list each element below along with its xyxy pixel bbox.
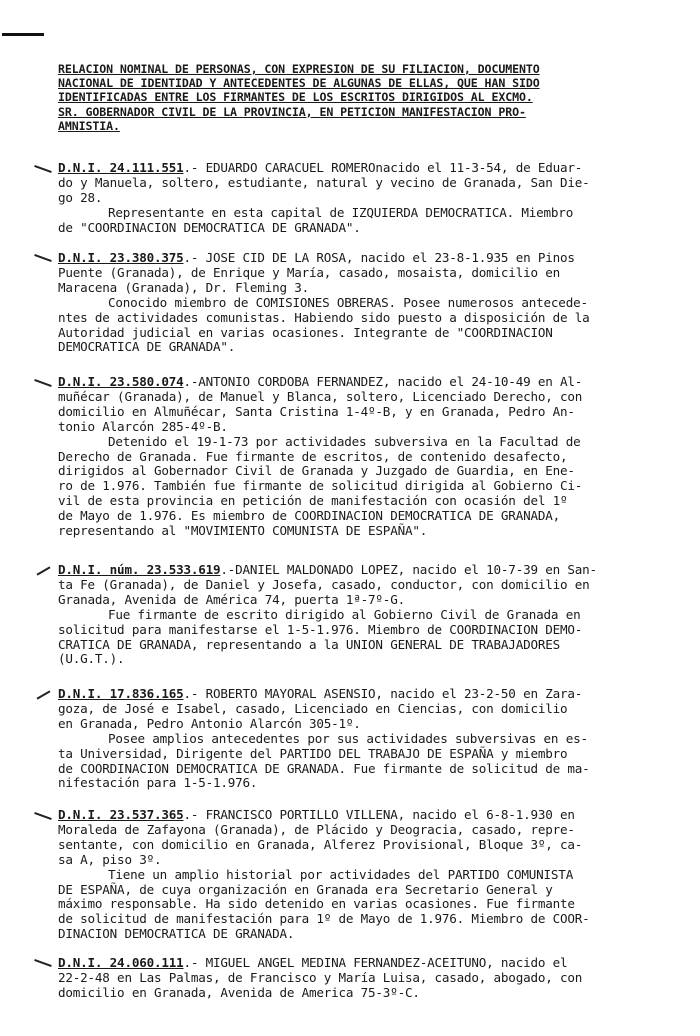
entry-text-line: representando al "MOVIMIENTO COMUNISTA DE ESPAÑA".: [58, 523, 428, 539]
entry-text-line: Conocido miembro de COMISIONES OBRERAS. Posee numerosos antecede-: [108, 294, 588, 310]
person-entry: [58, 808, 683, 942]
entry-first-line: [58, 563, 683, 578]
dni-number: D.N.I. 23.580.074: [58, 374, 184, 389]
dni-number: D.N.I. núm. 23.533.619: [58, 562, 221, 577]
entry-text-line: sa A, piso 3º.: [58, 851, 162, 867]
entry-text-line: Representante en esta capital de IZQUIERDA DEMOCRATICA. Miembro: [108, 204, 574, 220]
entry-text-line: go 28.: [58, 189, 103, 205]
entry-name-text: .- JOSE CID DE LA ROSA, nacido el 23-8-1.935 en Pinos: [183, 250, 575, 265]
entry-text-line: 22-2-48 en Las Palmas, de Francisco y María Luisa, casado, abogado, con: [58, 969, 583, 985]
entry-text-line: do y Manuela, soltero, estudiante, natural y vecino de Granada, San Die-: [58, 174, 590, 190]
entry-text-line: de "COORDINACION DEMOCRATICA DE GRANADA".: [58, 219, 361, 235]
entry-text-line: vil de esta provincia en petición de manifestación con ocasión del 1º: [58, 493, 568, 509]
entry-name-text: .- ROBERTO MAYORAL ASENSIO, nacido el 23-2-50 en Zara-: [183, 686, 583, 701]
entry-text-line: ta Fe (Granada), de Daniel y Josefa, casado, conductor, con domicilio en: [58, 576, 590, 592]
entry-text-line: Tiene un amplio historial por actividades del PARTIDO COMUNISTA: [108, 866, 574, 882]
entry-text-line: Puente (Granada), de Enrique y María, casado, mosaista, domicilio en: [58, 264, 560, 280]
dni-number: D.N.I. 24.060.111: [58, 955, 184, 970]
top-rule: [2, 33, 44, 36]
dni-number: D.N.I. 23.537.365: [58, 807, 184, 822]
entry-text-line: de COORDINACION DEMOCRATICA DE GRANADA. Fue firmante de solicitud de ma-: [58, 760, 590, 776]
entry-text-line: goza, de José e Isabel, casado, Licenciado en Ciencias, con domicilio: [58, 700, 568, 716]
entry-name-text: .- EDUARDO CARACUEL ROMEROnacido el 11-3-54, de Eduar-: [183, 160, 583, 175]
person-entry: [58, 161, 683, 236]
entry-text-line: máximo responsable. Ha sido detenido en varias ocasiones. Fue firmante: [58, 896, 575, 912]
heading-line: AMNISTIA.: [58, 118, 120, 133]
entry-text-line: domicilio en Granada, Avenida de America 75-3º-C.: [58, 984, 420, 1000]
entry-text-line: de solicitud de manifestación para 1º de Mayo de 1.976. Miembro de COOR-: [58, 911, 590, 927]
entry-name-text: .-DANIEL MALDONADO LOPEZ, nacido el 10-7-39 en San-: [220, 562, 597, 577]
entry-text-line: DINACION DEMOCRATICA DE GRANADA.: [58, 926, 295, 942]
entry-text-line: muñécar (Granada), de Manuel y Blanca, soltero, Licenciado Derecho, con: [58, 388, 583, 404]
entry-text-line: Fue firmante de escrito dirigido al Gobierno Civil de Granada en: [108, 606, 581, 622]
person-entry: [58, 956, 683, 1001]
entry-text-line: Moraleda de Zafayona (Granada), de Plácido y Deogracia, casado, repre-: [58, 821, 575, 837]
entry-text-line: ro de 1.976. También fue firmante de solicitud dirigida al Gobierno Ci-: [58, 478, 583, 494]
margin-tick-mark: [34, 254, 52, 262]
entry-text-line: sentante, con domicilio en Granada, Alferez Provisional, Bloque 3º, ca-: [58, 836, 583, 852]
entry-text-line: solicitud para manifestarse el 1-5-1.976. Miembro de COORDINACION DEMO-: [58, 621, 583, 637]
entry-first-line: [58, 956, 683, 971]
entry-text-line: de Mayo de 1.976. Es miembro de COORDINACION DEMOCRATICA DE GRANADA,: [58, 508, 560, 524]
entry-text-line: domicilio en Almuñécar, Santa Cristina 1-4º-B, y en Granada, Pedro An-: [58, 403, 575, 419]
entry-text-line: ntes de actividades comunistas. Habiendo sido puesto a disposición de la: [58, 309, 590, 325]
entry-text-line: Autoridad judicial en varias ocasiones. Integrante de "COORDINACION: [58, 324, 553, 340]
entry-name-text: .-ANTONIO CORDOBA FERNANDEZ, nacido el 24-10-49 en Al-: [183, 374, 583, 389]
margin-tick-mark: [34, 812, 52, 820]
entry-text-line: Derecho de Granada. Fue firmante de escritos, de contenido desafecto,: [58, 448, 568, 464]
entry-text-line: nifestación para 1-5-1.976.: [58, 775, 258, 791]
heading-line: SR. GOBERNADOR CIVIL DE LA PROVINCIA, EN PETICION MANIFESTACION PRO-: [58, 104, 526, 119]
entry-text-line: Maracena (Granada), Dr. Fleming 3.: [58, 279, 309, 295]
margin-tick-mark: [34, 379, 52, 387]
entry-first-line: [58, 161, 683, 176]
person-entry: [58, 375, 683, 539]
entry-text-line: tonio Alarcón 285-4º-B.: [58, 418, 228, 434]
heading-line: RELACION NOMINAL DE PERSONAS, CON EXPRESION DE SU FILIACION, DOCUMENTO: [58, 62, 540, 76]
entry-name-text: .- FRANCISCO PORTILLO VILLENA, nacido el 6-8-1.930 en: [183, 807, 575, 822]
person-entry: [58, 687, 683, 791]
entry-first-line: [58, 251, 683, 266]
entry-text-line: Detenido el 19-1-73 por actividades subversiva en la Facultad de: [108, 433, 581, 449]
entry-text-line: (U.G.T.).: [58, 651, 125, 667]
entry-first-line: [58, 687, 683, 702]
entry-text-line: Posee amplios antecedentes por sus actividades subversivas en es-: [108, 730, 588, 746]
entry-text-line: DE ESPAÑA, de cuya organización en Granada era Secretario General y: [58, 881, 553, 897]
dni-number: D.N.I. 17.836.165: [58, 686, 184, 701]
entry-text-line: CRATICA DE GRANADA, representando a la UNION GENERAL DE TRABAJADORES: [58, 636, 560, 652]
entry-text-line: Granada, Avenida de América 74, puerta 1ª-7º-G.: [58, 591, 405, 607]
heading-line: NACIONAL DE IDENTIDAD Y ANTECEDENTES DE ALGUNAS DE ELLAS, QUE HAN SIDO: [58, 76, 540, 91]
entry-first-line: [58, 808, 683, 823]
person-entry: [58, 563, 683, 667]
entry-text-line: en Granada, Pedro Antonio Alarcón 305-1º.: [58, 715, 361, 731]
document-heading: [58, 62, 658, 133]
margin-tick-mark: [34, 165, 52, 173]
dni-number: D.N.I. 23.380.375: [58, 250, 184, 265]
dni-number: D.N.I. 24.111.551: [58, 160, 184, 175]
person-entry: [58, 251, 683, 355]
margin-tick-mark: [37, 566, 51, 575]
heading-line: IDENTIFICADAS ENTRE LOS FIRMANTES DE LOS ESCRITOS DIRIGIDOS AL EXCMO.: [58, 90, 533, 105]
entry-first-line: [58, 375, 683, 390]
margin-tick-mark: [37, 690, 51, 699]
entry-text-line: dirigidos al Gobernador Civil de Granada y Juzgado de Guardia, en Ene-: [58, 463, 575, 479]
entry-text-line: DEMOCRATICA DE GRANADA".: [58, 339, 236, 355]
margin-tick-mark: [34, 959, 52, 967]
entry-text-line: ta Universidad, Dirigente del PARTIDO DEL TRABAJO DE ESPAÑA y miembro: [58, 745, 568, 761]
entry-name-text: .- MIGUEL ANGEL MEDINA FERNANDEZ-ACEITUNO, nacido el: [183, 955, 568, 970]
